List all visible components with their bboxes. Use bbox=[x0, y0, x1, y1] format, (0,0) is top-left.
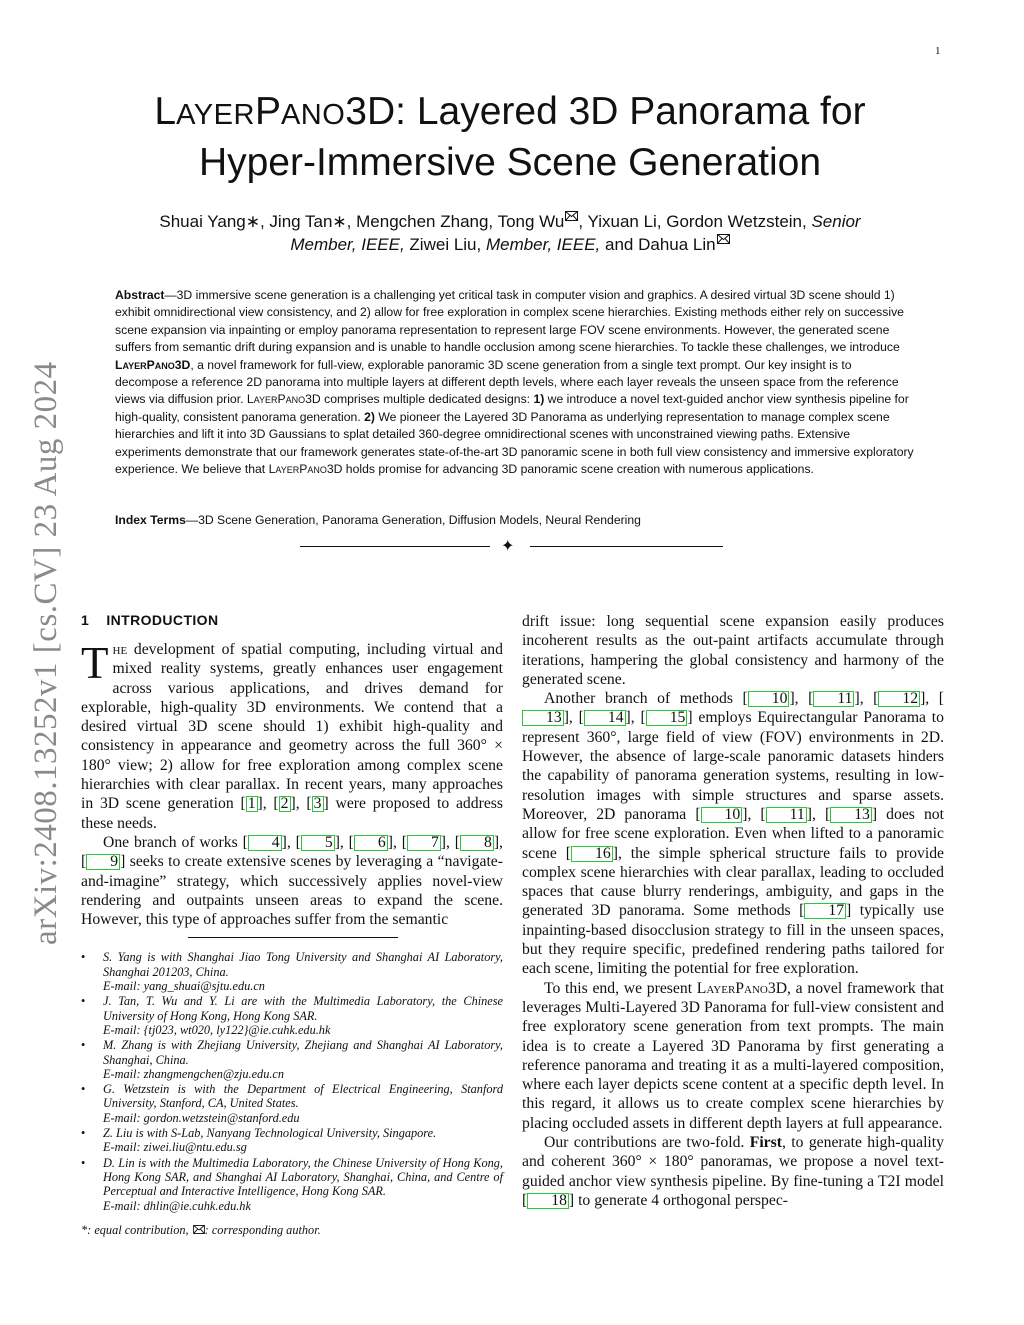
author-list: Shuai Yang∗, Jing Tan∗, Mengchen Zhang, Tong Wu , Yixuan Li, Gordon Wetzstein, Senior Member, IEEE, Ziwei Liu, Member, IEEE, and Dahua Lin bbox=[159, 212, 861, 254]
citation-link[interactable]: 2 bbox=[280, 795, 289, 813]
citation-link[interactable]: 15 bbox=[646, 710, 688, 726]
author-email[interactable]: E-mail: yang_shuai@sjtu.edu.cn bbox=[103, 979, 265, 994]
intro-paragraph-5: To this end, we present LayerPano3D, a novel framework that leverages Multi-Layered 3D Panorama for full-view consistent and free exploratory scene generation from text prompts. The main idea is to create a Layered 3D Panorama by first generating a reference panorama and treating it as a multi-layered composition, where each layer depicts scene content at a specific depth level. In this regard, it allows us to create complex scene hierarchies by placing occluded assets in different depth layers at full appearance. bbox=[522, 979, 944, 1132]
envelope-icon bbox=[193, 1225, 205, 1234]
index-terms: Index Terms—3D Scene Generation, Panorama Generation, Diffusion Models, Neural Rendering bbox=[115, 513, 641, 527]
citation-link[interactable]: 13 bbox=[522, 710, 564, 726]
affiliation-list bbox=[81, 950, 503, 1212]
section-separator bbox=[300, 538, 725, 554]
author-email[interactable]: E-mail: {tj023, wt020, ly122}@ie.cuhk.edu.hk bbox=[103, 1022, 331, 1037]
paper-title-line2: Hyper-Immersive Scene Generation bbox=[198, 141, 822, 184]
citation-link[interactable]: 4 bbox=[248, 835, 282, 851]
paper-title: LAYERPANO3D: Layered 3D Panorama for Hyper-Immersive Scene Generation bbox=[154, 90, 866, 184]
envelope-icon bbox=[565, 211, 578, 221]
footnote-contribution: *: equal contribution, : corresponding author. bbox=[81, 1222, 321, 1237]
citation-link[interactable]: 14 bbox=[584, 710, 626, 726]
section-heading: 1 INTRODUCTION bbox=[81, 612, 219, 628]
affiliation-item: • D. Lin is with the Multimedia Laboratory, the Chinese University of Hong Kong, Hong Kong SAR, and Shanghai AI Laboratory, Shanghai, China, and Centre of Perceptual and Interactive Intelligence, Hong Kong SAR. E-mail: dhlin@ie.cuhk.edu.hk bbox=[81, 1155, 503, 1213]
citation-link[interactable]: 17 bbox=[804, 903, 846, 919]
citation-link[interactable]: 13 bbox=[830, 807, 872, 823]
citation-link[interactable]: 6 bbox=[354, 835, 388, 851]
intro-paragraph-1: The development of spatial computing, including virtual and mixed reality systems, greatly enhances user engagement across various applications, and drives demand for explorable, high-quality 3D environments. We contend that a desired virtual 3D scene should 1) exhibit high-quality and consistency in appearance and geometry across the full 360° × 180° view; 2) allow for free exploration among complex scene hierarchies with clear parallax. In recent years, many approaches in 3D scene generation [ 1 ], [ 2 ], [ 3 ] were proposed to address these needs. bbox=[81, 638, 504, 832]
affiliation-item: • J. Tan, T. Wu and Y. Li are with the Multimedia Laboratory, the Chinese University of Hong Kong, Hong Kong SAR. E-mail: {tj023, wt020, ly122}@ie.cuhk.edu.hk bbox=[81, 994, 503, 1037]
left-column bbox=[81, 612, 503, 1238]
intro-paragraph-4: Another branch of methods [ 10 ], [ 11 ], [ 12 ], [13 ], [ 14 ], [ 15 ] employs Equirectangular Panorama to represent 360°, large field of view (FOV) environments in 2D. However, the absence of large-scale panoramic datasets hinders the capability of panorama generation systems, resulting in low-resolution images with simple structures and sparse assets. Moreover, 2D panorama [ 10 ], [ 11 ], [ 13 ] does not allow for free scene exploration. Even when lifted to a panoramic scene [ 16 ], the simple spherical structure fails to provide complex scene hierarchies with clear parallax, leading to occluded spaces that cause blurry renderings, ambiguity, and gaps in the generated 3D panorama. Some methods [ 17 ] typically use inpainting-based disocclusion strategy to fill in the unseen spaces, but they require specific, predefined rendering paths tailored for each scene, limiting the potential for free exploration. bbox=[522, 690, 945, 978]
separator-line-right bbox=[530, 546, 723, 547]
citation-link[interactable]: 10 bbox=[701, 807, 743, 823]
abstract-label: Abstract bbox=[115, 288, 165, 302]
citation-link[interactable]: 11 bbox=[813, 691, 854, 707]
affiliation-item: • S. Yang is with Shanghai Jiao Tong University and Shanghai AI Laboratory, Shanghai 201203, China. E-mail: yang_shuai@sjtu.edu.cn bbox=[81, 950, 503, 994]
citation-link[interactable]: 11 bbox=[766, 807, 807, 823]
citation-link[interactable]: 18 bbox=[527, 1193, 569, 1209]
page-number: 1 bbox=[935, 45, 941, 57]
citation-link[interactable]: 16 bbox=[571, 846, 613, 862]
abstract: Abstract—3D immersive scene generation is a challenging yet critical task in computer vision and graphics. A desired virtual 3D scene should 1) exhibit omnidirectional view consistency, and 2) allow for free exploration in complex scene hierarchies. Existing methods either rely on successive scene expansion via inpainting or employ panorama representation to represent large FOV scene environments. However, the generated scene suffers from semantic drift during expansion and is unable to handle occlusion among scene hierarchies. To tackle these challenges, we introduce LayerPano3D, a novel framework for full-view, explorable panoramic 3D scene generation from a single text prompt. Our key insight is to decompose a reference 2D panorama into multiple layers at different depth levels, where each layer reveals the unseen space from the reference views via diffusion prior. LayerPano3D comprises multiple dedicated designs: 1) we introduce a novel text-guided anchor view synthesis pipeline for high-quality, consistent panorama generation. 2) We pioneer the Layered 3D Panorama as underlying representation to manage complex scene hierarchies and lift it into 3D Gaussians to splat detailed 360-degree omnidirectional scenes with unconstrained viewing paths. Extensive experiments demonstrate that our framework generates state-of-the-art 3D panoramic scene in both full view consistency and immersive exploratory experience. We believe that LayerPano3D holds promise for advancing 3D panoramic scene creation with numerous applications. bbox=[115, 288, 914, 477]
citation-link[interactable]: 10 bbox=[748, 691, 790, 707]
index-terms-label: Index Terms bbox=[115, 513, 186, 527]
author-email[interactable]: E-mail: ziwei.liu@ntu.edu.sg bbox=[103, 1140, 247, 1155]
right-column bbox=[522, 612, 944, 1210]
affiliation-item: • Z. Liu is with S-Lab, Nanyang Technological University, Singapore. E-mail: ziwei.liu@ntu.edu.sg bbox=[81, 1126, 503, 1155]
affiliation-item: • G. Wetzstein is with the Department of Electrical Engineering, Stanford University, Stanford, CA, United States. E-mail: gordon.wetzstein@stanford.edu bbox=[81, 1082, 503, 1125]
author-email[interactable]: E-mail: gordon.wetzstein@stanford.edu bbox=[103, 1110, 300, 1125]
citation-link[interactable]: 3 bbox=[313, 795, 322, 813]
separator-diamond-icon: ✦ bbox=[501, 538, 515, 555]
author-email[interactable]: E-mail: zhangmengchen@zju.edu.cn bbox=[103, 1066, 285, 1081]
separator-line-left bbox=[300, 546, 490, 547]
citation-link[interactable]: 12 bbox=[878, 691, 920, 707]
citation-link[interactable]: 8 bbox=[460, 835, 494, 851]
citation-link[interactable]: 7 bbox=[407, 835, 441, 851]
arxiv-identifier[interactable]: arXiv:2408.13252v1 [cs.CV] 23 Aug 2024 bbox=[28, 361, 64, 945]
citation-link[interactable]: 5 bbox=[301, 835, 335, 851]
citation-link[interactable]: 1 bbox=[247, 795, 256, 813]
footnote-rule bbox=[188, 937, 398, 938]
drop-cap: T bbox=[81, 638, 109, 688]
author-email[interactable]: E-mail: dhlin@ie.cuhk.edu.hk bbox=[103, 1198, 251, 1213]
affiliation-item: • M. Zhang is with Zhejiang University, Zhejiang and Shanghai AI Laboratory, Shanghai, China. E-mail: zhangmengchen@zju.edu.cn bbox=[81, 1038, 503, 1081]
intro-paragraph-6: Our contributions are two-fold. First, to generate high-quality and coherent 360° × 180° panoramas, we propose a novel text-guided anchor view synthesis pipeline. By fine-tuning a T2I model [ 18 ] to generate 4 orthogonal perspec- bbox=[522, 1134, 944, 1209]
citation-link[interactable]: 9 bbox=[86, 854, 120, 870]
intro-paragraph-3: drift issue: long sequential scene expansion easily produces incoherent results as the out-paint artifacts accumulate through iterations, hampering the global consistency and harmony of the generated scene. bbox=[522, 613, 944, 688]
intro-paragraph-2: One branch of works [ 4 ], [ 5 ], [ 6 ], [ 7 ], [ 8 ], [ 9 ] seeks to create extensive scenes by leveraging a “navigate-and-imagine” strategy, which successively applies novel-view rendering and outpaints unseen areas to expand the scene. However, this type of approaches suffer from the semantic bbox=[81, 833, 503, 929]
envelope-icon bbox=[717, 234, 730, 244]
